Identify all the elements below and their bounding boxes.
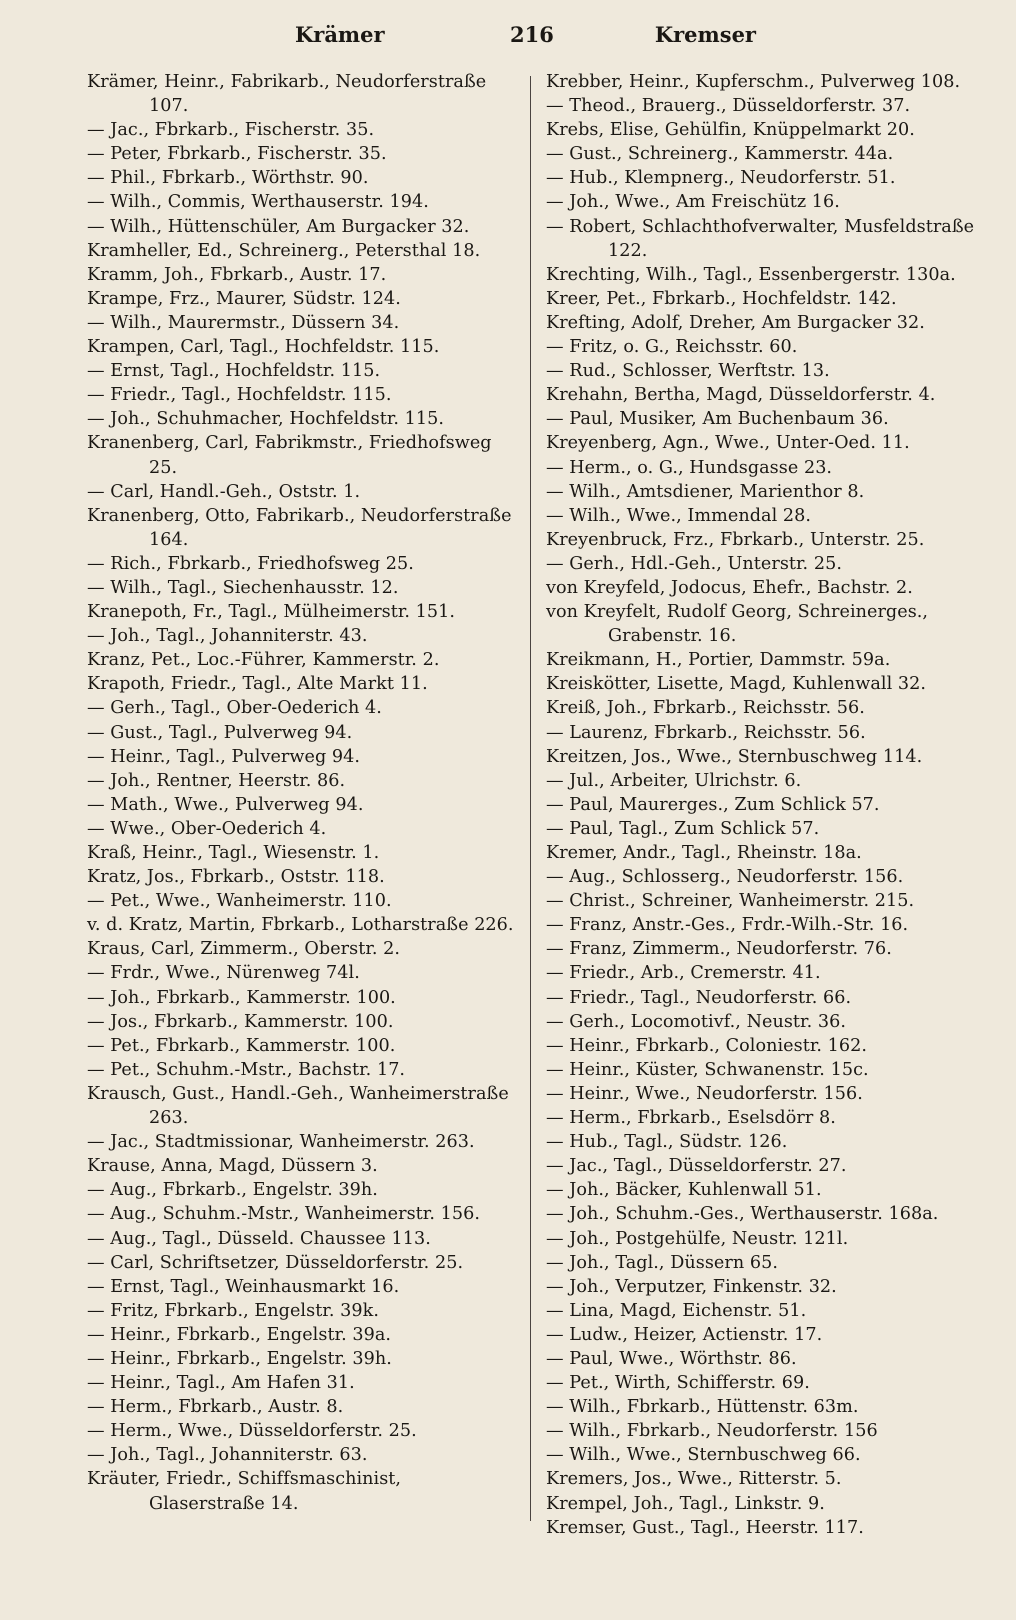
directory-entry: Kranepoth, Fr., Tagl., Mülheimerstr. 151.	[87, 602, 456, 623]
directory-entry: Krebber, Heinr., Kupferschm., Pulverweg 108.	[546, 72, 961, 92]
directory-entry: — Peter, Fbrkarb., Fischerstr. 35.	[87, 144, 387, 165]
directory-entry: — Rich., Fbrkarb., Friedhofsweg 25.	[87, 553, 414, 574]
directory-entry: — Wilh., Fbrkarb., Hüttenstr. 63m.	[546, 1397, 859, 1418]
directory-entry: Kreyenberg, Agn., Wwe., Unter-Oed. 11.	[546, 433, 910, 454]
directory-entry: Kranz, Pet., Loc.-Führer, Kammerstr. 2.	[87, 650, 440, 671]
directory-entry: — Pet., Wwe., Wanheimerstr. 110.	[87, 891, 392, 912]
directory-entry: — Carl, Handl.-Geh., Oststr. 1.	[87, 481, 361, 502]
directory-entry: Kreiskötter, Lisette, Magd, Kuhlenwall 32.	[546, 674, 927, 695]
directory-entry: — Wilh., Wwe., Immendal 28.	[546, 505, 812, 526]
directory-entry: Krechting, Wilh., Tagl., Essenbergerstr. 130a.	[546, 264, 956, 285]
directory-entry: — Ludw., Heizer, Actienstr. 17.	[546, 1324, 823, 1345]
directory-entry: — Wilh., Fbrkarb., Neudorferstr. 156	[546, 1421, 878, 1442]
directory-entry: — Laurenz, Fbrkarb., Reichsstr. 56.	[546, 722, 866, 743]
directory-entry: — Joh., Tagl., Johanniterstr. 43.	[87, 626, 368, 647]
directory-entry: — Heinr., Fbrkarb., Coloniestr. 162.	[546, 1035, 868, 1056]
directory-entry: Kreer, Pet., Fbrkarb., Hochfeldstr. 142.	[546, 288, 897, 309]
directory-entry: v. d. Kratz, Martin, Fbrkarb., Lotharstraße 226.	[87, 915, 514, 936]
directory-entry: — Gerh., Hdl.-Geh., Unterstr. 25.	[546, 553, 842, 574]
directory-entry: Krefting, Adolf, Dreher, Am Burgacker 32.	[546, 312, 925, 333]
directory-entry: Kratz, Jos., Fbrkarb., Oststr. 118.	[87, 867, 385, 888]
directory-entry: — Paul, Tagl., Zum Schlick 57.	[546, 818, 820, 839]
directory-entry: — Heinr., Tagl., Am Hafen 31.	[87, 1373, 355, 1394]
header-first-entry: Krämer	[295, 22, 385, 47]
directory-entry: Kraß, Heinr., Tagl., Wiesenstr. 1.	[87, 843, 380, 863]
directory-entry: Kramheller, Ed., Schreinerg., Petersthal 18.	[87, 240, 481, 261]
directory-entry: Krampen, Carl, Tagl., Hochfeldstr. 115.	[87, 337, 440, 358]
directory-entry: von Kreyfelt, Rudolf Georg, Schreinerges., Grabenstr. 16.	[546, 602, 929, 647]
directory-entry: Krausch, Gust., Handl.-Geh., Wanheimerstraße 263.	[87, 1083, 509, 1129]
directory-entry: — Gust., Schreinerg., Kammerstr. 44a.	[546, 144, 894, 165]
directory-entry: Krehahn, Bertha, Magd, Düsseldorferstr. 4.	[546, 385, 936, 406]
directory-entry: — Aug., Fbrkarb., Engelstr. 39h.	[87, 1180, 378, 1201]
directory-entry: Kreyenbruck, Frz., Fbrkarb., Unterstr. 25.	[546, 529, 925, 550]
directory-entry: — Joh., Fbrkarb., Kammerstr. 100.	[87, 987, 396, 1008]
directory-entry: — Fritz, o. G., Reichsstr. 60.	[546, 337, 798, 358]
directory-entry: Kremer, Andr., Tagl., Rheinstr. 18a.	[546, 843, 862, 863]
directory-entry: Kraus, Carl, Zimmerm., Oberstr. 2.	[87, 939, 401, 960]
directory-entry: Kramm, Joh., Fbrkarb., Austr. 17.	[87, 264, 387, 285]
directory-entry: — Heinr., Tagl., Pulverweg 94.	[87, 746, 361, 767]
directory-entry: — Ernst, Tagl., Weinhausmarkt 16.	[87, 1276, 400, 1297]
directory-entry: — Wilh., Amtsdiener, Marienthor 8.	[546, 481, 865, 502]
directory-entry: Krebs, Elise, Gehülfin, Knüppelmarkt 20.	[546, 120, 915, 141]
directory-entry: — Joh., Wwe., Am Freischütz 16.	[546, 192, 840, 213]
directory-entry: — Frdr., Wwe., Nürenweg 74l.	[87, 963, 360, 984]
directory-entry: Krampe, Frz., Maurer, Südstr. 124.	[87, 288, 401, 309]
directory-entry: — Rud., Schlosser, Werftstr. 13.	[546, 361, 830, 382]
directory-entry: — Gust., Tagl., Pulverweg 94.	[87, 722, 353, 743]
directory-entry: — Joh., Tagl., Düssern 65.	[546, 1252, 778, 1273]
directory-entry: — Joh., Postgehülfe, Neustr. 121l.	[546, 1228, 849, 1249]
directory-entry: — Heinr., Küster, Schwanenstr. 15c.	[546, 1059, 869, 1080]
directory-entry: — Christ., Schreiner, Wanheimerstr. 215.	[546, 891, 915, 912]
directory-entry: — Franz, Anstr.-Ges., Frdr.-Wilh.-Str. 16.	[546, 915, 909, 936]
directory-entry: Kremers, Jos., Wwe., Ritterstr. 5.	[546, 1469, 842, 1490]
directory-entry: — Wilh., Wwe., Sternbuschweg 66.	[546, 1445, 861, 1466]
directory-entry: — Herm., Fbrkarb., Eselsdörr 8.	[546, 1108, 836, 1129]
directory-entry: — Pet., Fbrkarb., Kammerstr. 100.	[87, 1035, 396, 1056]
directory-entry: Kranenberg, Otto, Fabrikarb., Neudorferstraße 164.	[87, 505, 512, 550]
directory-entry: — Joh., Schuhmacher, Hochfeldstr. 115.	[87, 409, 445, 430]
directory-entry: Kreitzen, Jos., Wwe., Sternbuschweg 114.	[546, 746, 923, 767]
directory-entry: — Herm., Wwe., Düsseldorferstr. 25.	[87, 1421, 417, 1442]
directory-entry: — Paul, Maurerges., Zum Schlick 57.	[546, 794, 880, 815]
directory-entry: — Friedr., Tagl., Hochfeldstr. 115.	[87, 385, 392, 406]
directory-entry: — Lina, Magd, Eichenstr. 51.	[546, 1300, 807, 1321]
directory-entry: — Hub., Klempnerg., Neudorferstr. 51.	[546, 168, 896, 189]
header-last-entry: Kremser	[654, 22, 756, 47]
directory-entry: — Jul., Arbeiter, Ulrichstr. 6.	[546, 770, 802, 791]
column-divider	[530, 76, 531, 1521]
directory-entry: — Joh., Verputzer, Finkenstr. 32.	[546, 1276, 837, 1297]
directory-entry: — Wilh., Commis, Werthauserstr. 194.	[87, 192, 429, 213]
directory-entry: — Joh., Schuhm.-Ges., Werthauserstr. 168a.	[546, 1204, 939, 1225]
directory-entry: — Hub., Tagl., Südstr. 126.	[546, 1132, 788, 1153]
directory-entry: — Phil., Fbrkarb., Wörthstr. 90.	[87, 168, 369, 189]
directory-entry: — Wwe., Ober-Oederich 4.	[87, 818, 327, 839]
directory-entry: — Heinr., Wwe., Neudorferstr. 156.	[546, 1083, 863, 1104]
directory-entry: Kranenberg, Carl, Fabrikmstr., Friedhofsweg 25.	[87, 433, 492, 478]
directory-entry: — Math., Wwe., Pulverweg 94.	[87, 794, 364, 815]
directory-entry: Kreiß, Joh., Fbrkarb., Reichsstr. 56.	[546, 698, 865, 719]
directory-entry: — Franz, Zimmerm., Neudorferstr. 76.	[546, 939, 892, 960]
directory-entry: — Joh., Rentner, Heerstr. 86.	[87, 770, 346, 791]
directory-entry: von Kreyfeld, Jodocus, Ehefr., Bachstr. 2.	[546, 577, 913, 598]
directory-entry: Krapoth, Friedr., Tagl., Alte Markt 11.	[87, 674, 428, 695]
directory-entry: — Theod., Brauerg., Düsseldorferstr. 37.	[546, 96, 911, 117]
directory-entry: — Wilh., Maurermstr., Düssern 34.	[87, 312, 400, 333]
directory-entry: — Gerh., Tagl., Ober-Oederich 4.	[87, 698, 382, 719]
left-column	[87, 70, 519, 1516]
directory-entry: — Jos., Fbrkarb., Kammerstr. 100.	[87, 1011, 394, 1032]
directory-entry: Kreikmann, H., Portier, Dammstr. 59a.	[546, 650, 891, 671]
directory-entry: — Herm., o. G., Hundsgasse 23.	[546, 457, 833, 478]
directory-entry: — Paul, Musiker, Am Buchenbaum 36.	[546, 409, 889, 430]
directory-entry: Krause, Anna, Magd, Düssern 3.	[87, 1156, 378, 1177]
directory-entry: Krempel, Joh., Tagl., Linkstr. 9.	[546, 1493, 825, 1514]
directory-entry: — Aug., Schuhm.-Mstr., Wanheimerstr. 156.	[87, 1204, 480, 1225]
directory-entry: Kremser, Gust., Tagl., Heerstr. 117.	[546, 1517, 864, 1538]
right-column	[546, 70, 984, 1540]
directory-entry: — Gerh., Locomotivf., Neustr. 36.	[546, 1011, 846, 1032]
directory-entry: — Friedr., Tagl., Neudorferstr. 66.	[546, 987, 852, 1008]
directory-entry: — Paul, Wwe., Wörthstr. 86.	[546, 1348, 797, 1369]
directory-entry: — Joh., Tagl., Johanniterstr. 63.	[87, 1445, 368, 1466]
directory-entry: — Fritz, Fbrkarb., Engelstr. 39k.	[87, 1300, 379, 1321]
directory-entry: — Joh., Bäcker, Kuhlenwall 51.	[546, 1180, 822, 1201]
directory-entry: — Carl, Schriftsetzer, Düsseldorferstr. 25.	[87, 1252, 464, 1273]
page-number: 216	[510, 22, 554, 47]
directory-entry: — Jac., Fbrkarb., Fischerstr. 35.	[87, 120, 375, 141]
directory-entry: — Jac., Stadtmissionar, Wanheimerstr. 263.	[87, 1132, 475, 1153]
directory-entry: Krämer, Heinr., Fabrikarb., Neudorferstraße 107.	[87, 72, 487, 117]
directory-entry: — Heinr., Fbrkarb., Engelstr. 39a.	[87, 1324, 392, 1345]
directory-entry: — Wilh., Tagl., Siechenhausstr. 12.	[87, 577, 399, 598]
directory-entry: — Jac., Tagl., Düsseldorferstr. 27.	[546, 1156, 847, 1177]
directory-entry: — Aug., Tagl., Düsseld. Chaussee 113.	[87, 1228, 431, 1249]
directory-entry: — Pet., Schuhm.-Mstr., Bachstr. 17.	[87, 1059, 406, 1080]
directory-entry: — Friedr., Arb., Cremerstr. 41.	[546, 963, 821, 984]
directory-entry: — Ernst, Tagl., Hochfeldstr. 115.	[87, 361, 381, 382]
directory-entry: Kräuter, Friedr., Schiffsmaschinist, Glaserstraße 14.	[87, 1469, 402, 1514]
directory-entry: — Herm., Fbrkarb., Austr. 8.	[87, 1397, 344, 1418]
page-header	[90, 22, 971, 56]
directory-entry: — Wilh., Hüttenschüler, Am Burgacker 32.	[87, 216, 470, 237]
directory-entry: — Heinr., Fbrkarb., Engelstr. 39h.	[87, 1348, 392, 1369]
directory-entry: — Pet., Wirth, Schifferstr. 69.	[546, 1373, 810, 1394]
directory-entry: — Robert, Schlachthofverwalter, Musfeldstraße 122.	[546, 216, 975, 261]
directory-entry: — Aug., Schlosserg., Neudorferstr. 156.	[546, 867, 904, 888]
